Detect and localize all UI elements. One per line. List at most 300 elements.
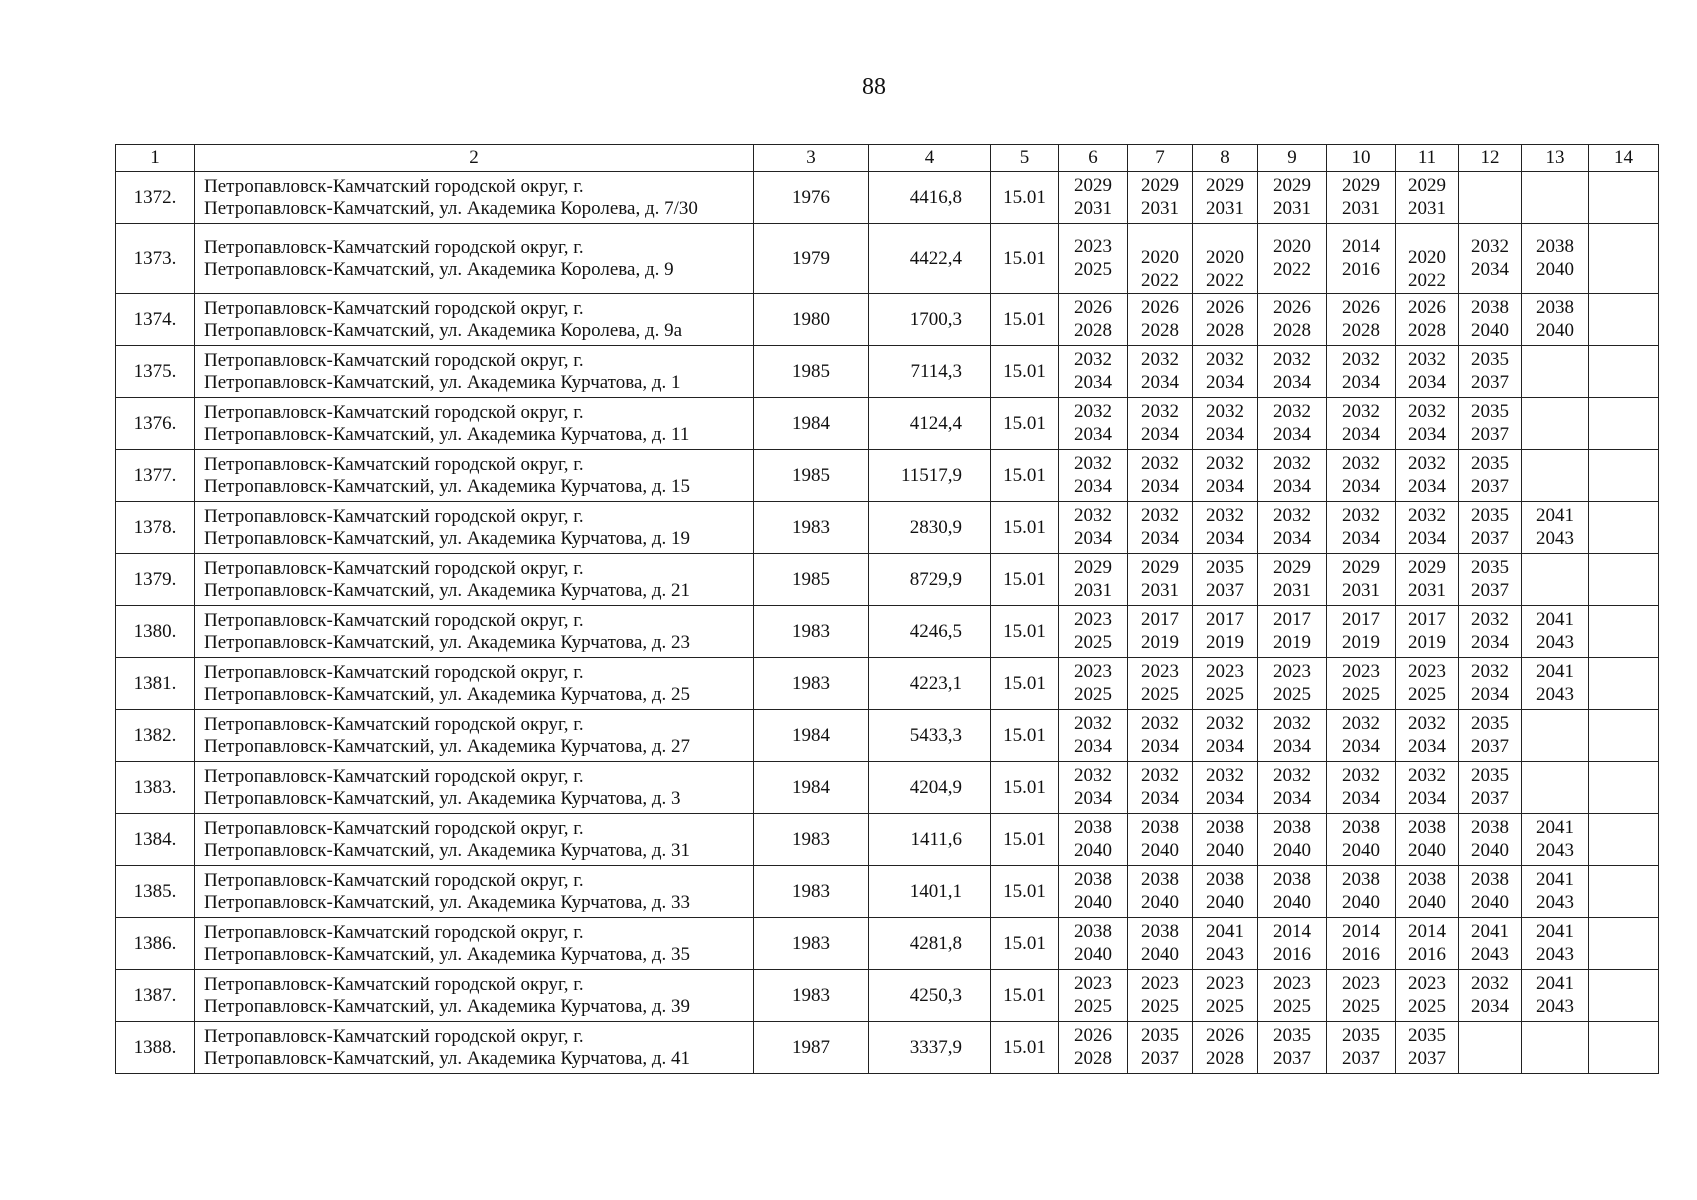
period-end-year: 2031 [1342,579,1380,601]
period-start-year: 2032 [1074,401,1112,422]
period-start-year: 2038 [1074,817,1112,838]
period-end-year: 2025 [1141,995,1179,1017]
address-line-2: Петропавловск-Камчатский, ул. Академика Курчатова, д. 1 [204,371,681,393]
work-period-cell [1396,762,1459,814]
work-period-cell [1193,450,1258,502]
work-period-cell [1258,1022,1327,1074]
period-start-year: 2032 [1408,505,1446,526]
area-cell [869,970,991,1022]
period-end-year: 2028 [1273,319,1311,341]
build-year: 1983 [792,880,830,902]
period-end-year: 2034 [1074,423,1112,445]
period-start-year: 2032 [1074,453,1112,474]
period-start-year: 2035 [1471,349,1509,370]
period-start-year: 2032 [1273,505,1311,526]
work-period-cell [1327,502,1396,554]
address-line-1: Петропавловск-Камчатский городской округ, г. [204,818,584,839]
period-start-year: 2041 [1536,609,1574,630]
period-start-year: 2038 [1074,921,1112,942]
work-period-cell [1459,814,1522,866]
address-cell [195,710,754,762]
period-end-year: 2022 [1141,269,1179,291]
wear-code: 15.01 [1003,247,1046,269]
code-cell [991,502,1059,554]
period-end-year: 2016 [1273,943,1311,965]
build-year: 1983 [792,984,830,1006]
period-end-year: 2034 [1342,787,1380,809]
work-period-cell [1589,294,1659,346]
total-area: 11517,9 [900,464,962,486]
column-header: 10 [1327,145,1396,172]
period-end-year: 2040 [1536,319,1574,341]
period-end-year: 2037 [1408,1047,1446,1069]
period-end-year: 2034 [1408,735,1446,757]
work-period-cell [1459,172,1522,224]
code-cell [991,658,1059,710]
work-period-cell [1258,710,1327,762]
work-period-cell [1396,294,1459,346]
work-period-cell [1522,814,1589,866]
period-start-year: 2035 [1408,1025,1446,1046]
row-number-cell [116,398,195,450]
wear-code: 15.01 [1003,412,1046,434]
address-line-1: Петропавловск-Камчатский городской округ, г. [204,558,584,579]
work-period-cell [1258,450,1327,502]
work-period-cell [1128,224,1193,294]
period-end-year: 2040 [1074,943,1112,965]
period-start-year: 2032 [1141,713,1179,734]
work-period-cell [1459,918,1522,970]
period-end-year: 2043 [1536,683,1574,705]
period-end-year: 2034 [1074,475,1112,497]
work-period-cell [1128,710,1193,762]
period-start-year: 2032 [1408,401,1446,422]
code-cell [991,398,1059,450]
work-period-cell [1327,224,1396,294]
period-start-year: 2038 [1471,869,1509,890]
work-period-cell [1128,1022,1193,1074]
period-start-year: 2023 [1408,661,1446,682]
build-year: 1984 [792,412,830,434]
period-start-year: 2032 [1206,765,1244,786]
work-period-cell [1522,918,1589,970]
column-header: 5 [991,145,1059,172]
code-cell [991,1022,1059,1074]
work-period-cell [1522,762,1589,814]
period-end-year: 2040 [1141,839,1179,861]
work-period-cell [1522,398,1589,450]
row-number: 1373. [133,247,177,269]
area-cell [869,814,991,866]
period-end-year: 2034 [1141,787,1179,809]
period-start-year: 2032 [1471,609,1509,630]
table-row [116,762,1659,814]
period-end-year: 2034 [1141,527,1179,549]
period-start-year: 2035 [1471,453,1509,474]
period-start-year: 2032 [1471,661,1509,682]
row-number: 1384. [133,828,177,850]
work-period-cell [1128,346,1193,398]
address-line-1: Петропавловск-Камчатский городской округ, г. [204,662,584,683]
period-end-year: 2022 [1408,269,1446,291]
address-cell [195,970,754,1022]
code-cell [991,172,1059,224]
period-end-year: 2025 [1141,683,1179,705]
build-year-cell [754,224,869,294]
period-start-year: 2020 [1141,247,1179,268]
period-start-year: 2032 [1141,505,1179,526]
period-end-year: 2016 [1342,258,1380,280]
address-cell [195,224,754,294]
total-area: 5433,3 [909,724,962,746]
address-line-1: Петропавловск-Камчатский городской округ, г. [204,922,584,943]
period-end-year: 2034 [1471,683,1509,705]
work-period-cell [1258,294,1327,346]
area-cell [869,172,991,224]
period-start-year: 2032 [1074,349,1112,370]
wear-code: 15.01 [1003,932,1046,954]
period-start-year: 2035 [1206,557,1244,578]
row-number: 1372. [133,186,177,208]
wear-code: 15.01 [1003,828,1046,850]
period-start-year: 2038 [1471,297,1509,318]
wear-code: 15.01 [1003,984,1046,1006]
period-start-year: 2035 [1471,713,1509,734]
work-period-cell [1589,918,1659,970]
row-number-cell [116,172,195,224]
work-period-cell [1589,866,1659,918]
work-period-cell [1059,918,1128,970]
column-header: 8 [1193,145,1258,172]
build-year: 1984 [792,724,830,746]
total-area: 4246,5 [909,620,962,642]
period-start-year: 2041 [1536,973,1574,994]
build-year-cell [754,1022,869,1074]
period-end-year: 2034 [1141,371,1179,393]
work-period-cell [1396,918,1459,970]
work-period-cell [1396,172,1459,224]
address-line-2: Петропавловск-Камчатский, ул. Академика Королева, д. 7/30 [204,197,698,219]
build-year: 1987 [792,1036,830,1058]
total-area: 1411,6 [910,828,962,850]
period-end-year: 2043 [1206,943,1244,965]
period-start-year: 2032 [1342,453,1380,474]
period-start-year: 2032 [1342,401,1380,422]
work-period-cell [1459,554,1522,606]
build-year-cell [754,814,869,866]
period-end-year: 2034 [1141,423,1179,445]
period-end-year: 2034 [1342,735,1380,757]
total-area: 3337,9 [909,1036,962,1058]
work-period-cell [1396,658,1459,710]
work-period-cell [1396,224,1459,294]
period-start-year: 2032 [1273,713,1311,734]
work-period-cell [1258,606,1327,658]
row-number: 1386. [133,932,177,954]
work-period-cell [1522,658,1589,710]
period-end-year: 2043 [1536,631,1574,653]
period-start-year: 2023 [1074,236,1112,257]
period-end-year: 2025 [1408,995,1446,1017]
build-year-cell [754,172,869,224]
work-period-cell [1128,606,1193,658]
work-period-cell [1258,346,1327,398]
work-period-cell [1396,970,1459,1022]
period-start-year: 2026 [1074,297,1112,318]
address-line-2: Петропавловск-Камчатский, ул. Академика Курчатова, д. 31 [204,839,691,861]
period-start-year: 2035 [1342,1025,1380,1046]
period-start-year: 2032 [1273,401,1311,422]
row-number-cell [116,294,195,346]
area-cell [869,346,991,398]
address-line-1: Петропавловск-Камчатский городской округ, г. [204,1026,584,1047]
work-period-cell [1258,970,1327,1022]
period-start-year: 2038 [1408,869,1446,890]
work-period-cell [1589,398,1659,450]
address-cell [195,658,754,710]
period-end-year: 2034 [1206,475,1244,497]
work-period-cell [1128,918,1193,970]
column-header: 11 [1396,145,1459,172]
wear-code: 15.01 [1003,1036,1046,1058]
build-year-cell [754,398,869,450]
build-year-cell [754,502,869,554]
period-end-year: 2028 [1141,319,1179,341]
work-period-cell [1128,658,1193,710]
address-cell [195,554,754,606]
period-end-year: 2037 [1206,579,1244,601]
period-start-year: 2038 [1141,817,1179,838]
address-line-2: Петропавловск-Камчатский, ул. Академика Курчатова, д. 19 [204,527,691,549]
period-end-year: 2034 [1206,787,1244,809]
address-cell [195,294,754,346]
table-row [116,658,1659,710]
row-number-cell [116,346,195,398]
code-cell [991,866,1059,918]
period-start-year: 2032 [1273,349,1311,370]
period-end-year: 2034 [1342,475,1380,497]
period-start-year: 2023 [1206,661,1244,682]
column-header: 12 [1459,145,1522,172]
work-period-cell [1396,606,1459,658]
period-start-year: 2032 [1206,453,1244,474]
address-line-2: Петропавловск-Камчатский, ул. Академика Курчатова, д. 23 [204,631,691,653]
work-period-cell [1193,658,1258,710]
period-end-year: 2034 [1273,787,1311,809]
work-period-cell [1059,710,1128,762]
row-number: 1388. [133,1036,177,1058]
work-period-cell [1327,866,1396,918]
period-end-year: 2031 [1206,197,1244,219]
column-header: 3 [754,145,869,172]
wear-code: 15.01 [1003,620,1046,642]
period-start-year: 2032 [1206,713,1244,734]
build-year-cell [754,346,869,398]
total-area: 4281,8 [909,932,962,954]
code-cell [991,554,1059,606]
address-line-1: Петропавловск-Камчатский городской округ, г. [204,610,584,631]
period-start-year: 2032 [1471,236,1509,257]
table-row [116,1022,1659,1074]
period-start-year: 2038 [1408,817,1446,838]
work-period-cell [1327,346,1396,398]
address-line-2: Петропавловск-Камчатский, ул. Академика Курчатова, д. 35 [204,943,691,965]
period-start-year: 2032 [1408,765,1446,786]
total-area: 4416,8 [909,186,962,208]
period-start-year: 2038 [1206,869,1244,890]
address-line-1: Петропавловск-Камчатский городской округ, г. [204,176,584,197]
work-period-cell [1059,866,1128,918]
period-end-year: 2040 [1408,891,1446,913]
wear-code: 15.01 [1003,186,1046,208]
address-line-1: Петропавловск-Камчатский городской округ, г. [204,870,584,891]
period-start-year: 2023 [1342,973,1380,994]
work-period-cell [1193,1022,1258,1074]
period-start-year: 2032 [1206,349,1244,370]
code-cell [991,450,1059,502]
period-end-year: 2025 [1206,683,1244,705]
address-line-2: Петропавловск-Камчатский, ул. Академика Курчатова, д. 39 [204,995,691,1017]
period-end-year: 2031 [1141,197,1179,219]
work-period-cell [1059,398,1128,450]
row-number: 1385. [133,880,177,902]
work-period-cell [1396,398,1459,450]
address-cell [195,918,754,970]
period-start-year: 2035 [1471,765,1509,786]
period-end-year: 2043 [1536,943,1574,965]
work-period-cell [1059,606,1128,658]
work-period-cell [1059,814,1128,866]
area-cell [869,762,991,814]
period-start-year: 2029 [1074,175,1112,196]
period-start-year: 2032 [1141,349,1179,370]
work-period-cell [1193,918,1258,970]
work-period-cell [1459,502,1522,554]
period-end-year: 2034 [1206,371,1244,393]
period-start-year: 2038 [1536,297,1574,318]
table-row [116,294,1659,346]
period-end-year: 2037 [1141,1047,1179,1069]
work-period-cell [1193,606,1258,658]
address-cell [195,762,754,814]
period-start-year: 2038 [1536,236,1574,257]
period-end-year: 2034 [1273,475,1311,497]
period-start-year: 2023 [1141,661,1179,682]
period-start-year: 2032 [1408,349,1446,370]
address-line-2: Петропавловск-Камчатский, ул. Академика Королева, д. 9 [204,258,674,280]
period-start-year: 2029 [1273,557,1311,578]
area-cell [869,554,991,606]
period-start-year: 2023 [1074,661,1112,682]
work-period-cell [1589,346,1659,398]
work-period-cell [1193,814,1258,866]
work-period-cell [1193,294,1258,346]
wear-code: 15.01 [1003,568,1046,590]
column-header: 1 [116,145,195,172]
work-period-cell [1128,866,1193,918]
build-year: 1985 [792,464,830,486]
address-cell [195,866,754,918]
period-start-year: 2038 [1074,869,1112,890]
address-line-1: Петропавловск-Камчатский городской округ, г. [204,350,584,371]
period-start-year: 2029 [1342,175,1380,196]
build-year-cell [754,710,869,762]
work-period-cell [1522,172,1589,224]
period-start-year: 2041 [1536,869,1574,890]
work-period-cell [1327,450,1396,502]
total-area: 4422,4 [909,247,962,269]
period-end-year: 2034 [1074,527,1112,549]
period-end-year: 2031 [1273,579,1311,601]
work-period-cell [1128,294,1193,346]
period-start-year: 2038 [1342,869,1380,890]
row-number-cell [116,710,195,762]
build-year-cell [754,658,869,710]
period-end-year: 2034 [1408,527,1446,549]
work-period-cell [1258,172,1327,224]
wear-code: 15.01 [1003,360,1046,382]
period-end-year: 2031 [1342,197,1380,219]
address-line-1: Петропавловск-Камчатский городской округ, г. [204,766,584,787]
work-period-cell [1396,502,1459,554]
period-end-year: 2031 [1408,197,1446,219]
work-period-cell [1258,554,1327,606]
address-line-1: Петропавловск-Камчатский городской округ, г. [204,298,584,319]
period-start-year: 2032 [1074,765,1112,786]
work-period-cell [1258,398,1327,450]
work-period-cell [1396,866,1459,918]
row-number: 1375. [133,360,177,382]
work-period-cell [1128,450,1193,502]
work-period-cell [1522,450,1589,502]
code-cell [991,224,1059,294]
work-period-cell [1258,814,1327,866]
period-start-year: 2032 [1342,505,1380,526]
period-end-year: 2034 [1408,787,1446,809]
period-end-year: 2043 [1536,891,1574,913]
period-end-year: 2034 [1206,423,1244,445]
work-period-cell [1193,346,1258,398]
build-year: 1979 [792,247,830,269]
address-line-1: Петропавловск-Камчатский городской округ, г. [204,237,584,258]
work-period-cell [1059,762,1128,814]
work-period-cell [1059,172,1128,224]
wear-code: 15.01 [1003,776,1046,798]
work-period-cell [1589,172,1659,224]
period-end-year: 2022 [1206,269,1244,291]
work-period-cell [1459,1022,1522,1074]
work-period-cell [1327,398,1396,450]
period-end-year: 2019 [1206,631,1244,653]
period-start-year: 2023 [1141,973,1179,994]
work-period-cell [1589,606,1659,658]
period-end-year: 2040 [1273,839,1311,861]
period-end-year: 2037 [1471,579,1509,601]
work-period-cell [1193,172,1258,224]
period-end-year: 2040 [1342,891,1380,913]
address-line-1: Петропавловск-Камчатский городской округ, г. [204,506,584,527]
period-start-year: 2032 [1074,713,1112,734]
period-start-year: 2032 [1408,453,1446,474]
work-period-cell [1128,970,1193,1022]
build-year-cell [754,970,869,1022]
work-period-cell [1327,762,1396,814]
row-number-cell [116,866,195,918]
address-cell [195,450,754,502]
row-number-cell [116,1022,195,1074]
period-start-year: 2020 [1206,247,1244,268]
work-period-cell [1327,710,1396,762]
